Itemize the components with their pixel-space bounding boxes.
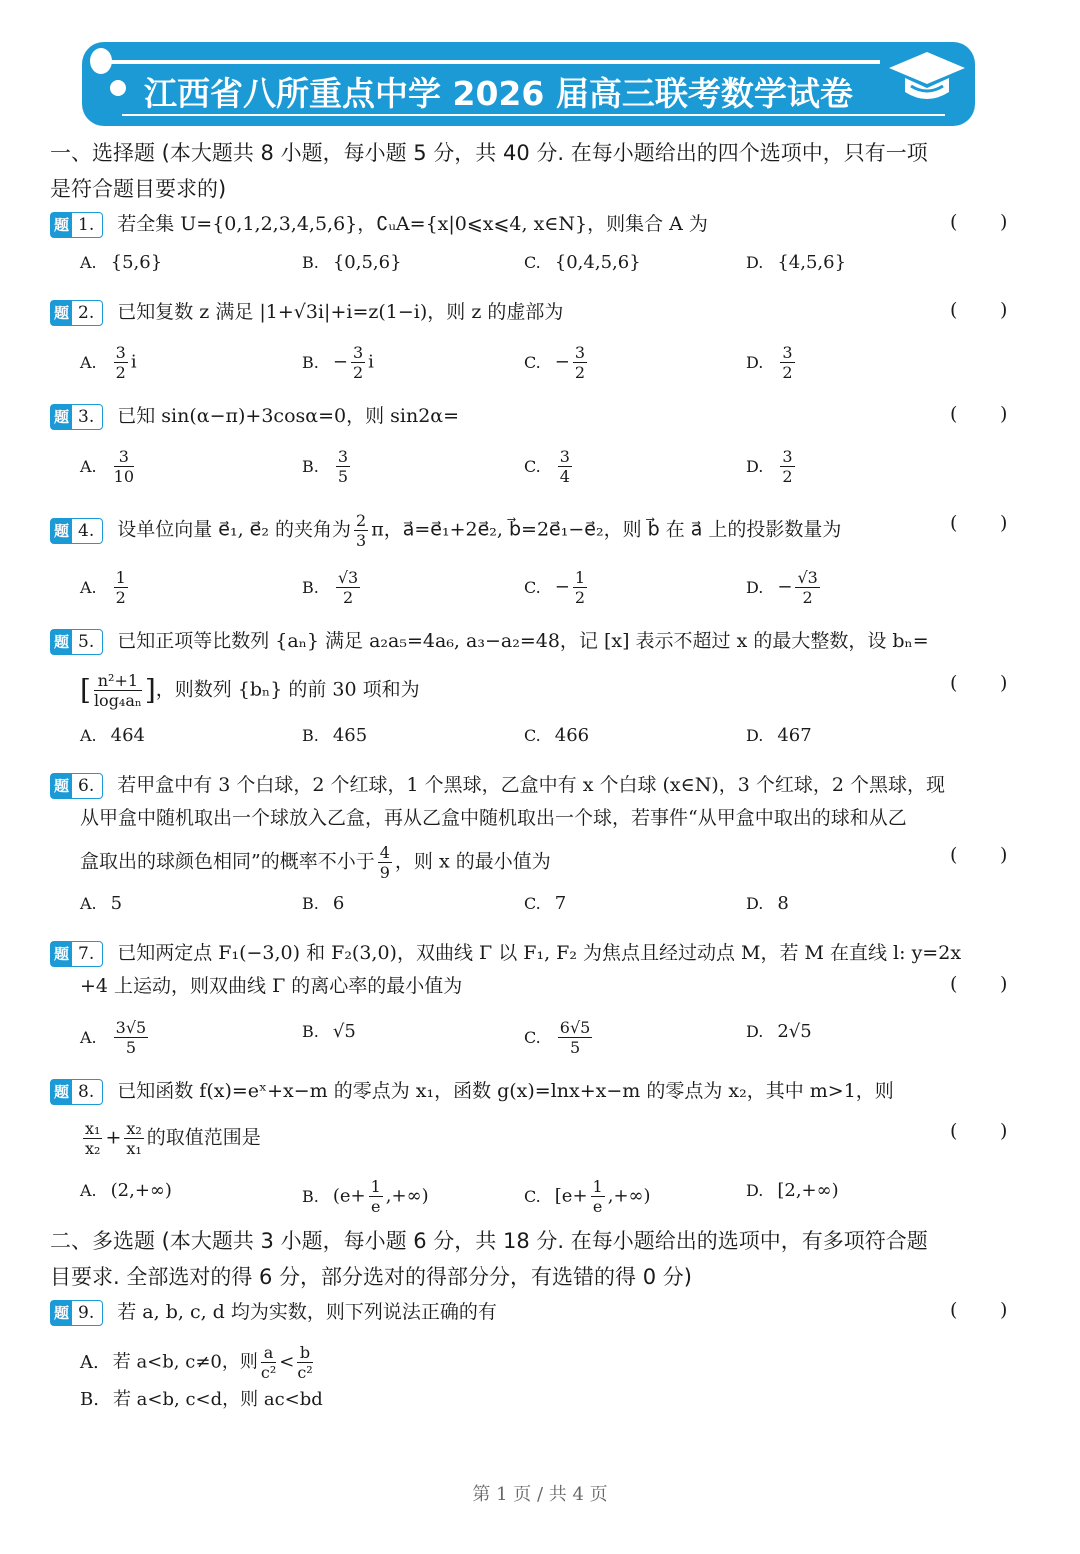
heading-text: 二、多选题 (本大题共 3 小题，每小题 6 分，共 18 分. 在每小题给出的选项中，有多项符合题 [50, 1229, 928, 1253]
question-stem: 已知复数 z 满足 |1+√3i|+i=z(1−i)，则 z 的虚部为 [117, 301, 564, 323]
question-number-tag [50, 629, 103, 655]
option-text: i [130, 351, 137, 373]
option-letter: D. [746, 894, 764, 913]
option-letter: A. [80, 1181, 97, 1200]
question-stem: 若全集 U={0,1,2,3,4,5,6}，∁ᵤA={x|0⩽x⩽4, x∈N}，则集合 A 为 [117, 213, 708, 235]
option-c [524, 447, 575, 486]
denominator: 5 [125, 1038, 137, 1057]
question-6 [50, 771, 945, 799]
option-a [80, 249, 162, 277]
question-number: 9. [78, 1303, 95, 1323]
denominator: 2 [782, 363, 793, 382]
option-text: 7 [554, 893, 567, 914]
option-text: (e+ [332, 1185, 366, 1207]
denominator: x₂ [85, 1139, 101, 1158]
option-letter: A. [80, 726, 97, 745]
tag-label: 题 [51, 213, 72, 237]
fraction [114, 1018, 149, 1057]
option-letter: A. [80, 253, 97, 272]
denominator: c² [260, 1363, 277, 1382]
option-letter: C. [524, 577, 541, 597]
fraction [297, 1343, 312, 1382]
option-text: 466 [554, 725, 590, 746]
numerator: 1 [592, 1177, 603, 1196]
numerator: 6√5 [559, 1018, 591, 1037]
option-letter: A. [80, 352, 97, 372]
option-d [746, 722, 812, 750]
denominator: e [370, 1197, 381, 1216]
answer-paren-open: ( [950, 844, 958, 866]
bracket: [ [80, 673, 91, 707]
fraction [351, 343, 365, 382]
denominator: 2 [115, 363, 126, 382]
option-letter: C. [524, 726, 541, 745]
denominator: 5 [337, 467, 349, 486]
question-number-tag [50, 518, 103, 544]
option-b [302, 722, 367, 750]
option-text: 464 [110, 725, 145, 746]
question-6-cont [80, 843, 551, 882]
fraction [591, 1177, 605, 1216]
numerator: 3 [574, 343, 586, 362]
fraction [336, 568, 360, 607]
numerator: 1 [370, 1177, 381, 1196]
question-number-tag [50, 212, 103, 238]
sign: − [777, 576, 793, 598]
option-a [80, 1343, 316, 1382]
option-b [302, 447, 353, 486]
sign: − [332, 351, 348, 373]
numerator: 3 [114, 447, 134, 467]
question-3 [50, 402, 459, 430]
answer-paren-close: ) [1000, 299, 1008, 321]
denominator: 2 [115, 588, 126, 607]
option-text: (2,+∞) [110, 1180, 172, 1201]
option-letter: D. [746, 1181, 764, 1200]
option-text: √5 [332, 1021, 356, 1042]
answer-paren-open: ( [950, 512, 958, 534]
option-d [746, 447, 798, 486]
denominator: 2 [574, 363, 586, 382]
section2-heading-cont [50, 1263, 692, 1291]
option-letter: C. [524, 1186, 541, 1206]
numerator: 3 [559, 447, 570, 466]
question-number: 4. [78, 520, 95, 541]
graduation-cap-icon [887, 48, 967, 108]
question-number: 8. [78, 1082, 95, 1102]
option-letter: B. [302, 352, 319, 372]
answer-paren-close: ) [1000, 973, 1008, 995]
less-than: < [279, 1351, 295, 1373]
question-5-cont [80, 671, 420, 710]
decor-line [102, 60, 880, 64]
option-letter: D. [746, 352, 764, 372]
numerator: 3 [782, 447, 793, 466]
denominator: 2 [342, 588, 354, 607]
numerator: 4 [379, 843, 390, 862]
tag-label: 题 [51, 1301, 72, 1325]
question-stem: +4 上运动，则双曲线 Γ 的离心率的最小值为 [80, 975, 463, 997]
tag-label: 题 [51, 405, 72, 429]
question-number: 5. [78, 632, 95, 652]
fraction [573, 568, 587, 607]
option-a [80, 568, 131, 607]
option-letter: C. [524, 253, 541, 272]
option-d [746, 343, 798, 382]
option-text: 5 [110, 893, 123, 914]
tag-label: 题 [51, 519, 72, 543]
denominator: 5 [569, 1038, 581, 1057]
fraction [124, 1119, 143, 1158]
fraction [114, 568, 128, 607]
question-number: 7. [78, 944, 95, 964]
fraction [83, 1119, 102, 1158]
denominator: 3 [356, 531, 367, 550]
option-text: 2√5 [777, 1021, 812, 1042]
option-c [524, 890, 566, 918]
option-letter: A. [80, 456, 97, 476]
option-d [746, 249, 846, 277]
answer-paren-close: ) [1000, 512, 1008, 534]
option-a [80, 447, 137, 486]
option-c [524, 1018, 595, 1057]
option-letter: A. [80, 1027, 97, 1047]
option-c [524, 722, 589, 750]
question-number-tag [50, 404, 103, 430]
answer-paren-open: ( [950, 211, 958, 233]
option-letter: B. [302, 577, 319, 597]
option-a [80, 1177, 172, 1205]
question-6-cont [80, 804, 907, 832]
question-stem: ，则数列 {bₙ} 的前 30 项和为 [155, 678, 420, 701]
bullet-dot [110, 80, 126, 96]
fraction [780, 343, 794, 382]
question-number: 1. [78, 215, 95, 235]
tag-label: 题 [51, 1080, 72, 1104]
option-c [524, 1177, 651, 1216]
option-letter: C. [524, 456, 541, 476]
question-9 [50, 1298, 497, 1326]
option-d [746, 1018, 812, 1046]
question-stem: 已知 sin(α−π)+3cosα=0，则 sin2α= [117, 405, 460, 427]
option-c [524, 249, 641, 277]
numerator: √3 [797, 568, 818, 587]
option-text: 6 [332, 893, 345, 914]
option-letter: D. [746, 1022, 764, 1041]
fraction [261, 1343, 276, 1382]
fraction [94, 671, 142, 710]
question-stem: 从甲盒中随机取出一个球放入乙盒，再从乙盒中随机取出一个球，若事件“从甲盒中取出的球和从乙 [80, 807, 907, 829]
denominator: e [592, 1197, 603, 1216]
option-b [302, 568, 363, 607]
question-1 [50, 210, 708, 238]
denominator: 4 [559, 467, 570, 486]
option-text: 467 [777, 725, 812, 746]
question-number-tag [50, 300, 103, 326]
option-letter: B. [80, 1389, 99, 1410]
fraction [795, 568, 819, 607]
answer-paren-close: ) [1000, 1299, 1008, 1321]
question-2 [50, 298, 563, 326]
option-text: [e+ [554, 1185, 588, 1207]
option-b [80, 1386, 323, 1414]
answer-paren-open: ( [950, 1299, 958, 1321]
question-stem: 设单位向量 e⃗₁, e⃗₂ 的夹角为 [117, 518, 352, 541]
decor-line [122, 114, 945, 116]
option-c [524, 343, 590, 382]
numerator: 2 [356, 511, 367, 530]
denominator: log₄aₙ [93, 691, 142, 710]
fraction [114, 343, 128, 382]
denominator: 2 [352, 363, 364, 382]
option-text: {0,5,6} [332, 252, 402, 273]
option-text: 8 [777, 893, 789, 914]
answer-paren-close: ) [1000, 403, 1008, 425]
fraction [558, 1018, 593, 1057]
question-stem: 盒取出的球颜色相同”的概率不小于 [80, 850, 375, 873]
numerator: x₂ [126, 1119, 142, 1138]
option-letter: C. [524, 1027, 541, 1047]
numerator: √3 [337, 568, 359, 587]
fraction [780, 447, 794, 486]
option-d [746, 568, 823, 607]
denominator: c² [297, 1363, 313, 1382]
question-stem: ，则 x 的最小值为 [394, 850, 551, 873]
exam-title: 江西省八所重点中学 2026 届高三联考数学试卷 [144, 74, 853, 113]
option-b [302, 1018, 356, 1046]
answer-paren-close: ) [1000, 1120, 1008, 1142]
bracket: ] [144, 673, 156, 707]
section2-heading [50, 1227, 928, 1255]
numerator: 3 [352, 343, 364, 362]
option-b [302, 1177, 429, 1216]
fraction [573, 343, 587, 382]
option-text: 若 a<b, c≠0，则 [112, 1351, 258, 1373]
option-text: 若 a<b, c<d，则 ac<bd [112, 1389, 323, 1410]
option-letter: C. [524, 352, 541, 372]
option-letter: B. [302, 456, 319, 476]
section1-heading: 一、选择题 (本大题共 8 小题，每小题 5 分，共 40 分. 在每小题给出的四个选项中，只有一项 [50, 141, 928, 165]
tag-label: 题 [51, 630, 72, 654]
question-stem: 已知两定点 F₁(−3,0) 和 F₂(3,0)，双曲线 Γ 以 F₁, F₂ 为焦点且经过动点 M，若 M 在直线 l: y=2x [117, 942, 962, 964]
denominator: 10 [113, 467, 134, 486]
numerator: b [297, 1343, 312, 1363]
option-b [302, 249, 402, 277]
option-d [746, 1177, 839, 1205]
numerator: a [261, 1343, 276, 1363]
option-letter: C. [524, 894, 541, 913]
question-4 [50, 511, 841, 550]
numerator: 3√5 [115, 1018, 147, 1037]
section1-heading-cont: 是符合题目要求的) [50, 177, 227, 201]
question-stem: π，a⃗=e⃗₁+2e⃗₂, b⃗=2e⃗₁−e⃗₂，则 b⃗ 在 a⃗ 上的投影数量为 [371, 518, 842, 541]
plus-sign: + [105, 1126, 122, 1149]
option-text: [2,+∞) [777, 1180, 839, 1201]
question-8-cont [80, 1119, 261, 1158]
option-letter: A. [80, 894, 97, 913]
question-5 [50, 627, 929, 655]
numerator: 1 [574, 568, 586, 587]
answer-paren-open: ( [950, 299, 958, 321]
option-letter: D. [746, 577, 764, 597]
option-letter: D. [746, 726, 764, 745]
answer-paren-close: ) [1000, 844, 1008, 866]
fraction [114, 447, 134, 486]
denominator: x₁ [126, 1139, 142, 1158]
option-letter: A. [80, 577, 97, 597]
denominator: 9 [379, 863, 390, 882]
option-letter: B. [302, 726, 319, 745]
option-letter: D. [746, 456, 764, 476]
fraction [369, 1177, 383, 1216]
option-letter: B. [302, 1186, 319, 1206]
answer-paren-close: ) [1000, 672, 1008, 694]
question-stem: 若甲盒中有 3 个白球，2 个红球，1 个黑球，乙盒中有 x 个白球 (x∈N)，3 个红球，2 个黑球，现 [117, 774, 945, 796]
answer-paren-open: ( [950, 403, 958, 425]
question-7-cont [80, 972, 462, 1000]
question-stem: 若 a, b, c, d 均为实数，则下列说法正确的有 [117, 1301, 497, 1323]
fraction [378, 843, 392, 882]
heading-text: 目要求. 全部选对的得 6 分，部分选对的得部分分，有选错的得 0 分) [50, 1265, 692, 1289]
option-letter: D. [746, 253, 764, 272]
sign: − [554, 576, 570, 598]
numerator: 1 [115, 568, 126, 587]
option-a [80, 343, 137, 382]
numerator: n²+1 [94, 671, 142, 691]
option-text: ,+∞) [607, 1185, 651, 1207]
option-letter: B. [302, 253, 319, 272]
question-7 [50, 939, 961, 967]
fraction [558, 447, 572, 486]
option-text: 465 [332, 725, 368, 746]
title-banner [82, 42, 975, 126]
page-footer: 第 1 页 / 共 4 页 [472, 1484, 608, 1505]
option-a [80, 1018, 151, 1057]
option-text: i [368, 351, 374, 373]
numerator: 3 [782, 343, 793, 362]
option-text: {5,6} [110, 252, 163, 273]
option-letter: A. [80, 1351, 99, 1373]
answer-paren-open: ( [950, 672, 958, 694]
tag-label: 题 [51, 942, 72, 966]
option-a [80, 890, 122, 918]
question-number-tag [50, 1300, 103, 1326]
question-number: 3. [78, 407, 95, 427]
option-text: {0,4,5,6} [554, 252, 641, 273]
answer-paren-close: ) [1000, 211, 1008, 233]
option-text: {4,5,6} [777, 252, 847, 273]
option-b [302, 343, 374, 382]
option-text: ,+∞) [385, 1185, 429, 1207]
question-stem: 的取值范围是 [146, 1126, 261, 1149]
question-8 [50, 1077, 894, 1105]
option-letter: B. [302, 1022, 319, 1041]
sign: − [554, 351, 570, 373]
question-stem: 已知正项等比数列 {aₙ} 满足 a₂a₅=4a₆, a₃−a₂=48，记 [x] 表示不超过 x 的最大整数，设 bₙ= [117, 630, 929, 652]
tag-label: 题 [51, 301, 72, 325]
option-letter: B. [302, 894, 319, 913]
tag-label: 题 [51, 774, 72, 798]
answer-paren-open: ( [950, 973, 958, 995]
question-number: 2. [78, 303, 95, 323]
fraction [354, 511, 368, 550]
denominator: 2 [802, 588, 813, 607]
denominator: 2 [574, 588, 586, 607]
question-number-tag [50, 941, 103, 967]
question-number-tag [50, 1079, 103, 1105]
option-c [524, 568, 590, 607]
question-number: 6. [78, 776, 95, 796]
numerator: x₁ [85, 1119, 101, 1138]
option-a [80, 722, 145, 750]
answer-paren-open: ( [950, 1120, 958, 1142]
option-d [746, 890, 789, 918]
denominator: 2 [782, 467, 793, 486]
question-number-tag [50, 773, 103, 799]
question-stem: 已知函数 f(x)=eˣ+x−m 的零点为 x₁，函数 g(x)=lnx+x−m 的零点为 x₂，其中 m>1，则 [117, 1080, 894, 1102]
option-b [302, 890, 344, 918]
numerator: 3 [115, 343, 126, 362]
fraction [336, 447, 350, 486]
numerator: 3 [337, 447, 349, 466]
